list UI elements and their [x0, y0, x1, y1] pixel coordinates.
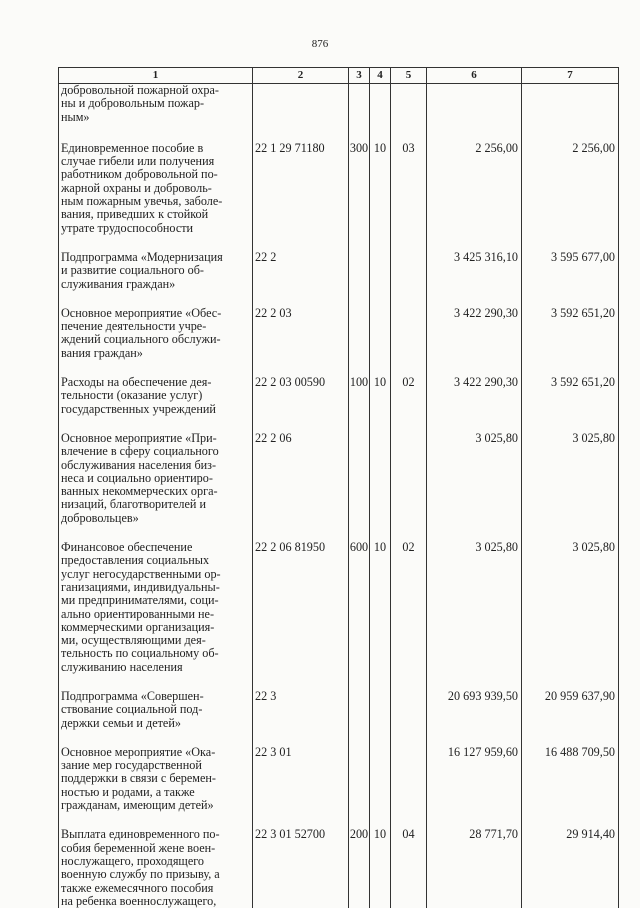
col4-cell: 10: [370, 828, 391, 908]
code-cell: 22 3 01 52700: [253, 828, 349, 908]
table-row: [59, 828, 619, 908]
table-row: [59, 307, 619, 376]
table-row: [59, 432, 619, 541]
row-name-cell: Основное мероприятие «Ока- зание мер государственной поддержки в связи с беремен- ностью и родами, а также гражданам, имеющим детей»: [59, 746, 253, 828]
col4-cell: 10: [370, 376, 391, 432]
col4-cell: 10: [370, 541, 391, 690]
column-header: 1: [59, 68, 253, 84]
col3-cell: [349, 690, 370, 746]
col3-cell: 300: [349, 142, 370, 251]
amount-col7-cell: 2 256,00: [522, 142, 619, 251]
row-name-cell: Расходы на обеспечение дея- тельности (оказание услуг) государственных учреждений: [59, 376, 253, 432]
row-name-cell: Подпрограмма «Совершен- ствование социальной под- держки семьи и детей»: [59, 690, 253, 746]
amount-col6-cell: 3 422 290,30: [427, 376, 522, 432]
amount-col7-cell: 3 592 651,20: [522, 307, 619, 376]
amount-col6-cell: 3 425 316,10: [427, 251, 522, 307]
col3-cell: [349, 307, 370, 376]
page-number: 876: [311, 38, 329, 50]
amount-col6-cell: [427, 84, 522, 142]
col5-cell: [391, 307, 427, 376]
col5-cell: 04: [391, 828, 427, 908]
column-header: 7: [522, 68, 619, 84]
col3-cell: [349, 746, 370, 828]
column-header: 5: [391, 68, 427, 84]
col3-cell: [349, 432, 370, 541]
row-name-cell: Выплата единовременного по- собия беременной жене воен- нослужащего, проходящего военную службу по призыву, а также ежемесячного пособия на ребенка военнослужащего,: [59, 828, 253, 908]
row-name-cell: Основное мероприятие «При- влечение в сферу социального обслуживания населения биз- неса и социально ориентиро- ванных некоммерческих орга- низаций, благотворителей и добровольцев»: [59, 432, 253, 541]
table-row: [59, 541, 619, 690]
amount-col6-cell: 3 025,80: [427, 432, 522, 541]
column-header: 3: [349, 68, 370, 84]
amount-col7-cell: 3 592 651,20: [522, 376, 619, 432]
col3-cell: 200: [349, 828, 370, 908]
table-row: [59, 376, 619, 432]
amount-col6-cell: 20 693 939,50: [427, 690, 522, 746]
code-cell: 22 1 29 71180: [253, 142, 349, 251]
amount-col7-cell: 3 025,80: [522, 432, 619, 541]
amount-col7-cell: 3 025,80: [522, 541, 619, 690]
table-row: [59, 746, 619, 828]
amount-col6-cell: 3 422 290,30: [427, 307, 522, 376]
amount-col6-cell: 3 025,80: [427, 541, 522, 690]
col4-cell: [370, 690, 391, 746]
col5-cell: [391, 84, 427, 142]
col5-cell: 03: [391, 142, 427, 251]
code-cell: 22 2 03: [253, 307, 349, 376]
table-row: [59, 251, 619, 307]
table-row: [59, 84, 619, 142]
amount-col6-cell: 2 256,00: [427, 142, 522, 251]
col3-cell: [349, 251, 370, 307]
amount-col7-cell: 29 914,40: [522, 828, 619, 908]
col4-cell: [370, 432, 391, 541]
code-cell: 22 3 01: [253, 746, 349, 828]
col3-cell: 100: [349, 376, 370, 432]
amount-col6-cell: 28 771,70: [427, 828, 522, 908]
col5-cell: [391, 432, 427, 541]
col4-cell: [370, 307, 391, 376]
col5-cell: 02: [391, 376, 427, 432]
code-cell: [253, 84, 349, 142]
code-cell: 22 2: [253, 251, 349, 307]
code-cell: 22 2 06: [253, 432, 349, 541]
table-header-row: [59, 68, 619, 84]
column-header: 2: [253, 68, 349, 84]
table-row: [59, 690, 619, 746]
column-header: 4: [370, 68, 391, 84]
col4-cell: [370, 84, 391, 142]
row-name-cell: добровольной пожарной охра- ны и добровольным пожар- ным»: [59, 84, 253, 142]
row-name-cell: Единовременное пособие в случае гибели или получения работником добровольной по- жарной охраны и доброволь- ным пожарным увечья, заболе- вания, приведших к стойкой утрате трудоспособности: [59, 142, 253, 251]
row-name-cell: Основное мероприятие «Обес- печение деятельности учре- ждений социального обслужи- вания граждан»: [59, 307, 253, 376]
amount-col7-cell: [522, 84, 619, 142]
code-cell: 22 3: [253, 690, 349, 746]
amount-col7-cell: 16 488 709,50: [522, 746, 619, 828]
col4-cell: [370, 746, 391, 828]
code-cell: 22 2 03 00590: [253, 376, 349, 432]
col5-cell: [391, 746, 427, 828]
table-row: [59, 142, 619, 251]
amount-col7-cell: 20 959 637,90: [522, 690, 619, 746]
col5-cell: [391, 251, 427, 307]
col3-cell: 600: [349, 541, 370, 690]
row-name-cell: Подпрограмма «Модернизация и развитие социального об- служивания граждан»: [59, 251, 253, 307]
amount-col7-cell: 3 595 677,00: [522, 251, 619, 307]
col5-cell: 02: [391, 541, 427, 690]
amount-col6-cell: 16 127 959,60: [427, 746, 522, 828]
col5-cell: [391, 690, 427, 746]
col4-cell: 10: [370, 142, 391, 251]
budget-table: [58, 67, 619, 908]
col4-cell: [370, 251, 391, 307]
code-cell: 22 2 06 81950: [253, 541, 349, 690]
row-name-cell: Финансовое обеспечение предоставления социальных услуг негосударственными ор- ганизациями, индивидуальны- ми предпринимателями, соци- ально ориентированными не- коммерческими организация- ми, осуществляющими дея- тельность по социальному об- служиванию населения: [59, 541, 253, 690]
col3-cell: [349, 84, 370, 142]
column-header: 6: [427, 68, 522, 84]
